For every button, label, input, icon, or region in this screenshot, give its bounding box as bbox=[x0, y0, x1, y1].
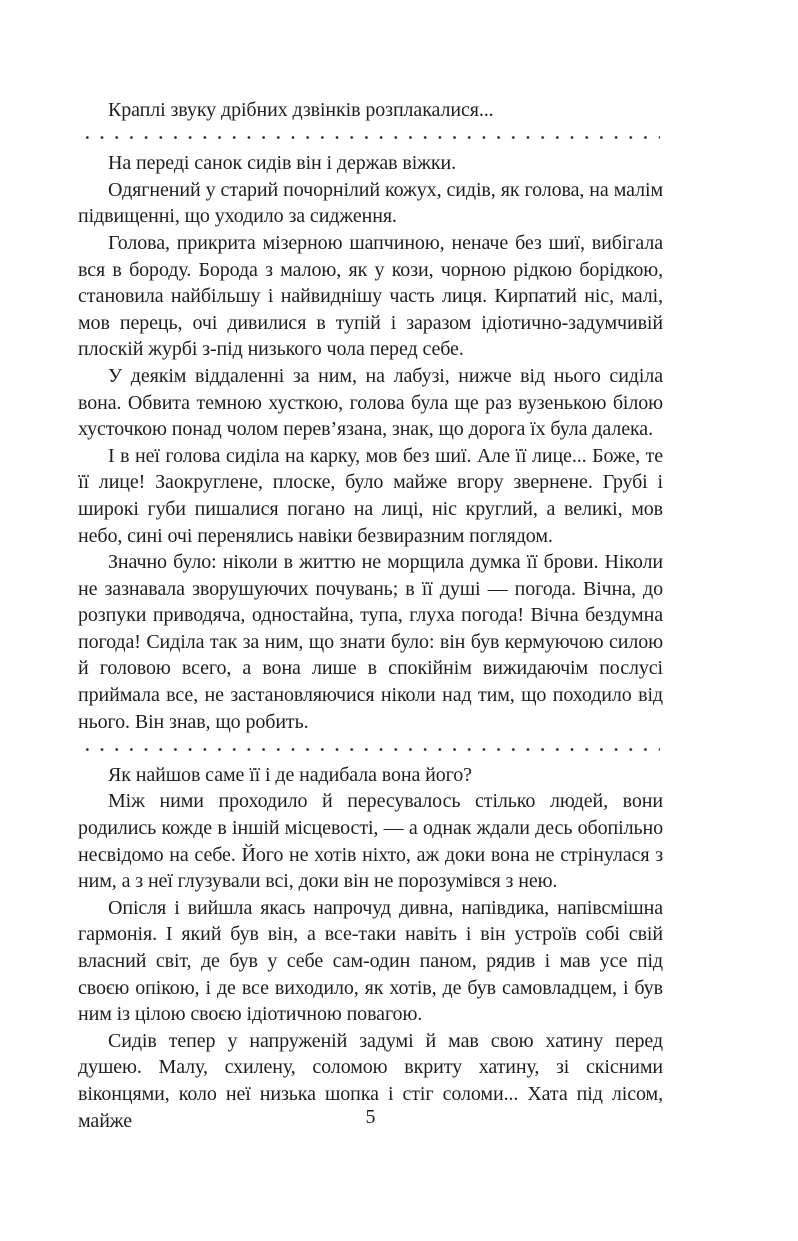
dotted-separator bbox=[78, 735, 660, 762]
paragraph: На переді санок сидів він і держав віжки. bbox=[108, 152, 457, 175]
paragraph: Краплі звуку дрібних дзвінків розплакалися... bbox=[108, 99, 494, 121]
paragraph: Як найшов саме її і де надибала вона його? bbox=[108, 763, 472, 786]
paragraph: У деякім віддаленні за ним, на лабузі, нижче від нього сиділа вона. Обвита темною хусткою, голова була ще раз вузенькою білою хусточкою понад чолом перев’язана, знак, що дорога їх була далека. bbox=[78, 364, 663, 441]
paragraph: Опісля і вийшла якась напрочуд дивна, напівдика, напівсмішна гармонія. І який був він, а все-таки навіть і він устроїв собі свій власний світ, де був у себе сам-один паном, рядив і мав усе під своєю опікою, і де все виходило, як хотів, де був самовладцем, і був ним із цілою своєю ідіотичною повагою. bbox=[78, 896, 663, 1026]
paragraph: І в неї голова сиділа на карку, мов без шиї. Але її лице... Боже, те її лице! Заокруглене, плоске, було майже вгору звернене. Грубі і широкі губи пишалися погано на лиці, ніс круглий, а великі, мов небо, сині очі перенялись навіки безвиразним поглядом. bbox=[78, 444, 663, 547]
paragraph: Одягнений у старий почорнілий кожух, сидів, як голова, на малім підвищенні, що уходило за сидження. bbox=[78, 178, 663, 228]
page-number: 5 bbox=[365, 1106, 376, 1128]
dotted-separator bbox=[78, 124, 660, 151]
paragraph: Значно було: ніколи в життю не морщила думка її брови. Ніколи не зазнавала зворушуючих почувань; в її душі — погода. Вічна, до розпуки приводяча, одностайна, тупа, глуха погода! Вічна бездумна погода! Сиділа так за ним, що знати було: він був кермуючою силою й головою всего, а вона лише в спокійнім вижидаючім послусі приймала все, не застановляючися ніколи над тим, що походило від нього. Він знав, що робить. bbox=[78, 551, 663, 733]
paragraph: Голова, прикрита мізерною шапчиною, неначе без шиї, вибігала вся в бороду. Борода з малою, як у кози, чорною рідкою борідкою, становила найбільшу і найвиднішу часть лиця. Кирпатий ніс, малі, мов перець, очі дивилися в тупій і заразом ідіотично-задумчивій плоскій журбі з-під низького чола перед себе. bbox=[78, 231, 663, 361]
paragraph: Сидів тепер у напруженій задумі й мав свою хатину перед душею. Малу, схилену, соломою вкриту хатину, зі скісними віконцями, коло неї низька шопка і стіг соломи... Хата під лісом, майже bbox=[78, 1029, 663, 1132]
text-block bbox=[78, 97, 663, 1134]
paragraph: Між ними проходило й пересувалось стілько людей, вони родились кожде в іншій місцевості, — а однак ждали десь обопільно несвідомо на себе. Його не хотів ніхто, аж доки вона не стрінулася з ним, а з неї глузували всі, доки він не порозумівся з нею. bbox=[78, 790, 663, 893]
